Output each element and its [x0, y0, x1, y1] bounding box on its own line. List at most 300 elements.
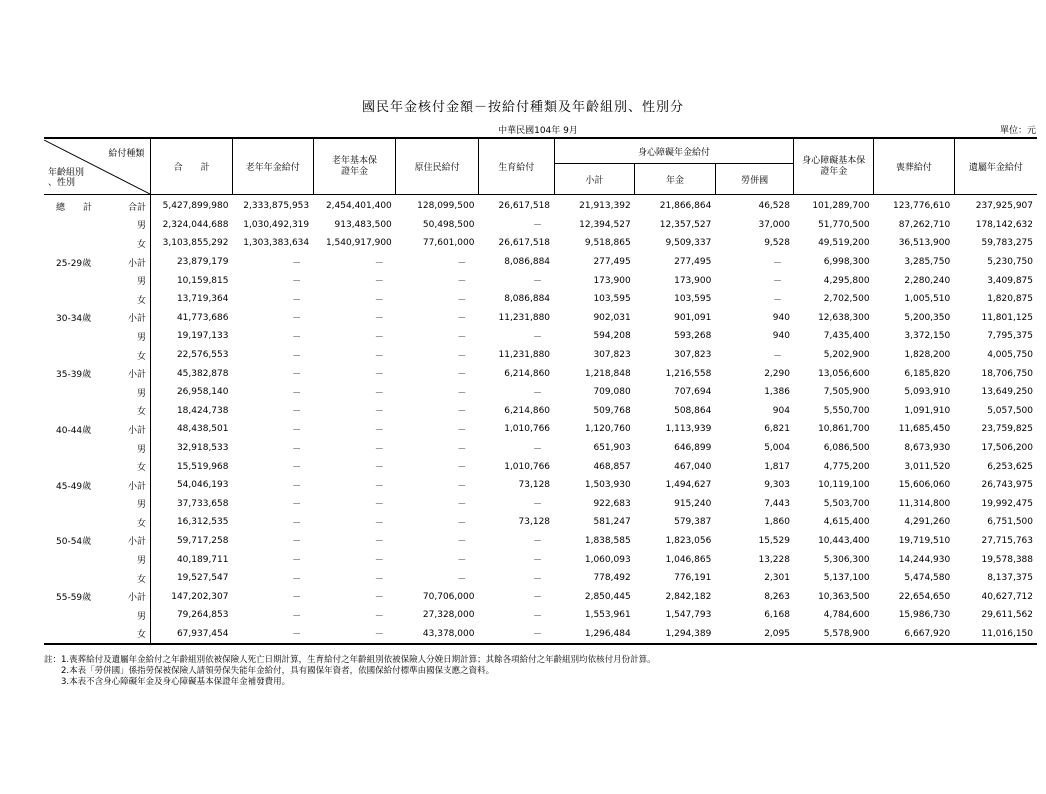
col-aboriginal: 原住民給付 — [396, 138, 479, 195]
table-cell: 1,503,930 — [584, 480, 631, 491]
table-cell: 48,438,501 — [176, 424, 229, 435]
table-cell: 509,768 — [593, 405, 631, 416]
table-cell: 19,578,388 — [981, 554, 1033, 565]
table-row — [44, 457, 1037, 476]
table-cell: 4,784,600 — [823, 610, 870, 621]
table-cell: － — [374, 518, 384, 529]
table-cell: － — [533, 332, 543, 343]
sex-label: 小計 — [127, 537, 146, 548]
table-cell: 6,086,500 — [823, 443, 870, 454]
table-cell: 6,214,860 — [504, 368, 551, 379]
table-cell: － — [292, 574, 302, 585]
table-cell: 73,128 — [518, 517, 551, 528]
table-cell: 3,103,855,292 — [162, 238, 229, 249]
table-row — [44, 420, 1037, 439]
table-cell: － — [292, 593, 302, 604]
table-cell: － — [374, 537, 384, 548]
row-label — [44, 364, 151, 383]
table-cell: － — [533, 537, 543, 548]
table-cell: 277,495 — [593, 257, 631, 268]
table-cell: － — [292, 277, 302, 288]
sex-label: 男 — [136, 444, 146, 455]
table-cell: － — [374, 556, 384, 567]
col-total: 合 計 — [151, 138, 233, 195]
table-cell: 40,189,711 — [176, 554, 229, 565]
table-cell: 651,903 — [593, 443, 631, 454]
table-row — [44, 234, 1037, 253]
row-label — [44, 495, 151, 514]
age-group: 45-49歲 — [56, 481, 92, 492]
table-cell: 101,289,700 — [812, 201, 870, 212]
table-cell: 1,010,766 — [504, 461, 551, 472]
table-cell: － — [533, 574, 543, 585]
table-cell: 5,057,500 — [987, 405, 1033, 416]
table-cell: － — [457, 574, 467, 585]
table-cell: 79,264,853 — [176, 610, 229, 621]
row-label — [44, 457, 151, 476]
col-old-age-basic: 老年基本保證年金 — [313, 138, 396, 195]
table-cell: 5,474,580 — [904, 573, 951, 584]
table-cell: 6,214,860 — [504, 405, 551, 416]
table-cell: 1,010,766 — [504, 424, 551, 435]
table-cell: 23,759,825 — [981, 424, 1033, 435]
sex-label: 女 — [136, 574, 146, 585]
table-cell: 18,706,750 — [981, 368, 1033, 379]
table-cell: 15,606,060 — [898, 480, 951, 491]
table-cell: － — [292, 314, 302, 325]
table-cell: 11,231,880 — [498, 312, 551, 323]
table-cell: 1,540,917,900 — [325, 238, 392, 249]
table-cell: 51,770,500 — [818, 219, 870, 230]
row-label — [44, 253, 151, 272]
table-cell: 13,056,600 — [818, 368, 870, 379]
table-cell: － — [533, 277, 543, 288]
table-cell: 2,702,500 — [823, 294, 870, 305]
table-cell: 27,328,000 — [422, 610, 475, 621]
table-cell: 54,046,193 — [176, 480, 229, 491]
table-cell: 10,159,815 — [176, 275, 229, 286]
table-cell: 23,879,179 — [176, 257, 229, 268]
table-cell: 8,086,884 — [504, 257, 551, 268]
table-cell: 6,998,300 — [823, 257, 870, 268]
table-cell: 2,324,044,688 — [162, 219, 229, 230]
table-cell: － — [374, 277, 384, 288]
sex-label: 小計 — [127, 593, 146, 604]
table-cell: 8,263 — [764, 591, 790, 602]
table-cell: 17,506,200 — [981, 443, 1033, 454]
table-cell: － — [457, 537, 467, 548]
table-cell: 1,216,558 — [665, 368, 712, 379]
table-cell: － — [292, 556, 302, 567]
table-cell: 2,454,401,400 — [325, 201, 392, 212]
table-cell: 4,775,200 — [823, 461, 870, 472]
col-old-age: 老年年金給付 — [232, 138, 313, 195]
table-cell: 709,080 — [593, 387, 631, 398]
table-cell: － — [772, 295, 782, 306]
table-cell: 6,667,920 — [874, 625, 955, 645]
table-row — [44, 383, 1037, 402]
table-cell: 50,498,500 — [422, 219, 475, 230]
table-cell: － — [533, 611, 543, 622]
table-cell: － — [374, 574, 384, 585]
table-body — [44, 195, 1037, 645]
table-cell: 1,060,093 — [584, 554, 631, 565]
table-cell: 915,240 — [674, 498, 712, 509]
table-cell: 593,268 — [674, 331, 712, 342]
table-cell: 32,918,533 — [176, 443, 229, 454]
table-cell: 11,685,450 — [898, 424, 951, 435]
table-cell: 10,861,700 — [818, 424, 870, 435]
table-cell: 307,823 — [674, 350, 712, 361]
table-cell: 922,683 — [593, 498, 631, 509]
table-cell: － — [292, 258, 302, 269]
table-cell: 7,443 — [764, 498, 790, 509]
table-cell: － — [232, 625, 313, 645]
table-cell: 22,654,650 — [898, 591, 951, 602]
table-cell: 7,795,375 — [987, 331, 1033, 342]
sex-label: 男 — [136, 277, 146, 288]
table-cell: － — [374, 314, 384, 325]
table-cell: 508,864 — [674, 405, 712, 416]
sex-label: 小計 — [127, 258, 146, 269]
table-cell: 5,202,900 — [823, 350, 870, 361]
corner-header — [44, 138, 151, 195]
table-cell: － — [533, 388, 543, 399]
table-cell: － — [292, 370, 302, 381]
table-cell: 4,295,800 — [823, 275, 870, 286]
table-cell: － — [457, 518, 467, 529]
table-cell: 1,296,484 — [554, 625, 635, 645]
table-cell: 5,578,900 — [794, 625, 874, 645]
table-cell: 26,617,518 — [498, 238, 551, 249]
table-cell: － — [374, 370, 384, 381]
table-cell: 11,016,150 — [954, 625, 1037, 645]
table-cell: 707,694 — [674, 387, 712, 398]
table-cell: 147,202,307 — [171, 591, 229, 602]
table-cell: 43,378,000 — [396, 625, 479, 645]
sex-label: 女 — [136, 407, 146, 418]
table-cell: － — [374, 295, 384, 306]
sex-label: 女 — [136, 295, 146, 306]
table-cell: 9,518,865 — [584, 238, 631, 249]
report-period: 中華民國104年 9月 — [498, 126, 578, 136]
sex-label: 女 — [136, 239, 146, 250]
row-label — [44, 420, 151, 439]
row-label — [44, 476, 151, 495]
sex-label: 女 — [136, 630, 146, 641]
table-cell: 776,191 — [674, 573, 712, 584]
row-label — [44, 234, 151, 253]
table-cell: － — [292, 332, 302, 343]
table-cell: 26,743,975 — [981, 480, 1033, 491]
table-cell: 37,733,658 — [176, 498, 229, 509]
table-cell: 5,550,700 — [823, 405, 870, 416]
table-cell: 67,937,454 — [151, 625, 233, 645]
sex-label: 男 — [136, 556, 146, 567]
table-row — [44, 550, 1037, 569]
table-cell: 21,913,392 — [579, 201, 631, 212]
table-cell: 646,899 — [674, 443, 712, 454]
table-cell: 1,820,875 — [987, 294, 1033, 305]
table-cell: － — [313, 625, 396, 645]
table-cell: 5,004 — [764, 443, 790, 454]
table-cell: － — [374, 481, 384, 492]
table-cell: 10,443,400 — [818, 535, 870, 546]
table-cell: 46,528 — [758, 201, 790, 212]
sex-label: 男 — [136, 500, 146, 511]
col-funeral: 喪葬給付 — [874, 138, 955, 195]
col-labor-ins: 勞併國 — [715, 164, 794, 195]
table-cell: 2,333,875,953 — [243, 201, 310, 212]
table-cell: 3,372,150 — [904, 331, 951, 342]
sex-label: 合計 — [127, 202, 146, 213]
sex-label: 女 — [136, 518, 146, 529]
table-cell: 1,091,910 — [904, 405, 951, 416]
table-cell: 19,992,475 — [981, 498, 1033, 509]
row-label — [44, 513, 151, 532]
table-cell: 5,093,910 — [904, 387, 951, 398]
row-label — [44, 327, 151, 346]
table-cell: 12,638,300 — [818, 312, 870, 323]
table-cell: 40,627,712 — [981, 591, 1033, 602]
table-cell: － — [533, 593, 543, 604]
table-cell: 2,842,182 — [665, 591, 712, 602]
table-cell: 19,197,133 — [176, 331, 229, 342]
table-cell: － — [374, 500, 384, 511]
table-cell: 1,030,492,319 — [243, 219, 310, 230]
row-label — [44, 383, 151, 402]
table-cell: 594,208 — [593, 331, 631, 342]
table-cell: 103,595 — [593, 294, 631, 305]
table-cell: 5,306,300 — [823, 554, 870, 565]
pension-table — [44, 137, 1037, 645]
sex-label: 男 — [136, 388, 146, 399]
table-cell: 1,303,383,634 — [243, 238, 310, 249]
table-cell: 778,492 — [593, 573, 631, 584]
table-cell: 22,576,553 — [176, 350, 229, 361]
row-label — [44, 309, 151, 328]
table-cell: 1,113,939 — [665, 424, 712, 435]
table-cell: 1,553,961 — [584, 610, 631, 621]
table-cell: 1,046,865 — [665, 554, 712, 565]
table-cell: 59,783,275 — [981, 238, 1033, 249]
table-cell: 14,244,930 — [898, 554, 951, 565]
table-cell: 15,529 — [758, 535, 790, 546]
table-cell: 15,986,730 — [898, 610, 951, 621]
table-row — [44, 569, 1037, 588]
table-cell: － — [457, 556, 467, 567]
col-disability-group: 身心障礙年金給付 — [554, 138, 794, 164]
table-cell: 12,357,527 — [659, 219, 712, 230]
table-cell: － — [292, 611, 302, 622]
corner-top-label: 給付種類 — [108, 148, 145, 159]
table-row — [44, 513, 1037, 532]
table-cell: － — [292, 481, 302, 492]
table-cell: 3,011,520 — [904, 461, 951, 472]
col-pension: 年金 — [635, 164, 716, 195]
table-cell: 70,706,000 — [422, 591, 475, 602]
table-cell: 1,838,585 — [584, 535, 631, 546]
table-cell: 3,409,875 — [987, 275, 1033, 286]
table-cell: － — [292, 407, 302, 418]
age-group: 50-54歲 — [56, 537, 92, 548]
table-cell: － — [374, 463, 384, 474]
table-cell: 77,601,000 — [422, 238, 475, 249]
table-cell: － — [374, 425, 384, 436]
table-cell: － — [374, 351, 384, 362]
table-cell: － — [374, 407, 384, 418]
table-cell: － — [292, 463, 302, 474]
table-cell: － — [533, 221, 543, 232]
sex-label: 小計 — [127, 314, 146, 325]
table-cell: － — [457, 332, 467, 343]
row-label — [44, 402, 151, 421]
table-cell: 178,142,632 — [975, 219, 1033, 230]
table-cell: 16,312,535 — [176, 517, 229, 528]
table-cell: 237,925,907 — [975, 201, 1033, 212]
table-cell: 27,715,763 — [981, 535, 1033, 546]
table-cell: － — [374, 388, 384, 399]
table-cell: 11,801,125 — [981, 312, 1033, 323]
row-label — [44, 439, 151, 458]
table-cell: 8,086,884 — [504, 294, 551, 305]
age-group: 25-29歲 — [56, 258, 92, 269]
table-row — [44, 346, 1037, 365]
row-label — [44, 216, 151, 235]
table-cell: 467,040 — [674, 461, 712, 472]
table-cell: 29,611,562 — [981, 610, 1033, 621]
sex-label: 男 — [136, 332, 146, 343]
age-group: 35-39歲 — [56, 370, 92, 381]
table-cell: 902,031 — [593, 312, 631, 323]
table-cell: 2,290 — [764, 368, 790, 379]
table-cell: － — [457, 425, 467, 436]
table-cell: 19,527,547 — [176, 573, 229, 584]
table-cell: － — [457, 463, 467, 474]
table-cell: 173,900 — [674, 275, 712, 286]
row-label — [44, 587, 151, 606]
table-cell: 5,427,899,980 — [162, 201, 229, 212]
table-cell: 277,495 — [674, 257, 712, 268]
table-cell: 11,314,800 — [898, 498, 951, 509]
table-cell: 13,649,250 — [981, 387, 1033, 398]
table-cell: － — [292, 295, 302, 306]
table-cell: 9,509,337 — [665, 238, 712, 249]
table-row — [44, 625, 1037, 645]
table-cell: － — [374, 593, 384, 604]
table-cell: 9,528 — [764, 238, 790, 249]
table-cell: 6,253,625 — [987, 461, 1033, 472]
table-cell: 6,168 — [764, 610, 790, 621]
table-cell: － — [478, 625, 554, 645]
unit-label: 單位：元 — [999, 126, 1036, 136]
table-row — [44, 216, 1037, 235]
table-cell: 1,817 — [764, 461, 790, 472]
page-title: 國民年金核付金額－按給付種類及年齡組別、性別分 — [361, 100, 684, 115]
table-cell: 6,185,820 — [904, 368, 951, 379]
table-cell: 173,900 — [593, 275, 631, 286]
table-cell: 36,513,900 — [898, 238, 951, 249]
table-cell: 940 — [772, 331, 790, 342]
table-cell: － — [457, 258, 467, 269]
row-label — [44, 271, 151, 290]
table-cell: 13,719,364 — [176, 294, 229, 305]
table-row — [44, 439, 1037, 458]
table-cell: 49,519,200 — [818, 238, 870, 249]
table-cell: － — [533, 444, 543, 455]
col-sub-total: 小計 — [554, 164, 635, 195]
footnotes — [44, 655, 656, 688]
table-cell: － — [533, 500, 543, 511]
table-row — [44, 253, 1037, 272]
table-cell: － — [292, 518, 302, 529]
table-cell: 2,850,445 — [584, 591, 631, 602]
table-cell: － — [374, 332, 384, 343]
table-cell: 123,776,610 — [892, 201, 951, 212]
table-cell: － — [374, 258, 384, 269]
table-cell: － — [292, 444, 302, 455]
table-cell: 8,673,930 — [904, 443, 951, 454]
table-cell: 581,247 — [593, 517, 631, 528]
table-cell: 128,099,500 — [417, 201, 475, 212]
table-cell: 6,821 — [764, 424, 790, 435]
age-group: 總 計 — [56, 202, 93, 213]
age-group: 40-44歲 — [56, 425, 92, 436]
row-label — [44, 606, 151, 625]
sex-label: 男 — [136, 221, 146, 232]
table-cell: 901,091 — [674, 312, 712, 323]
table-row — [44, 364, 1037, 383]
sex-label: 男 — [136, 611, 146, 622]
row-label — [44, 625, 151, 645]
table-cell: － — [457, 277, 467, 288]
table-cell: 87,262,710 — [898, 219, 951, 230]
table-row — [44, 587, 1037, 606]
table-cell: － — [292, 537, 302, 548]
row-label — [44, 532, 151, 551]
table-cell: － — [292, 388, 302, 399]
table-row — [44, 532, 1037, 551]
table-row — [44, 327, 1037, 346]
table-cell: 1,294,389 — [635, 625, 716, 645]
table-cell: 9,303 — [764, 480, 790, 491]
footnote-2: 2.本表「勞併國」係指勞保被保險人請領勞保失能年金給付，具有國保年資者，依國保給付標準由國保支應之資料。 — [44, 666, 495, 676]
age-group: 30-34歲 — [56, 314, 92, 325]
table-cell: － — [457, 388, 467, 399]
table-cell: 1,386 — [764, 387, 790, 398]
age-group: 55-59歲 — [56, 593, 92, 604]
table-cell: 1,828,200 — [904, 350, 951, 361]
table-cell: 913,483,500 — [334, 219, 392, 230]
table-row — [44, 271, 1037, 290]
table-cell: 579,387 — [674, 517, 712, 528]
table-cell: 904 — [772, 405, 790, 416]
table-row — [44, 290, 1037, 309]
table-cell: 7,505,900 — [823, 387, 870, 398]
table-cell: 1,547,793 — [665, 610, 712, 621]
table-cell: 940 — [772, 312, 790, 323]
row-label — [44, 346, 151, 365]
table-cell: 37,000 — [758, 219, 790, 230]
table-cell: 1,120,760 — [584, 424, 631, 435]
row-label — [44, 195, 151, 216]
table-row — [44, 606, 1037, 625]
table-row — [44, 495, 1037, 514]
table-cell: 45,382,878 — [176, 368, 229, 379]
table-cell: 26,617,518 — [498, 201, 551, 212]
footnote-3: 3.本表不含身心障礙年金及身心障礙基本保證年金補發費用。 — [44, 677, 291, 687]
table-cell: 5,230,750 — [987, 257, 1033, 268]
